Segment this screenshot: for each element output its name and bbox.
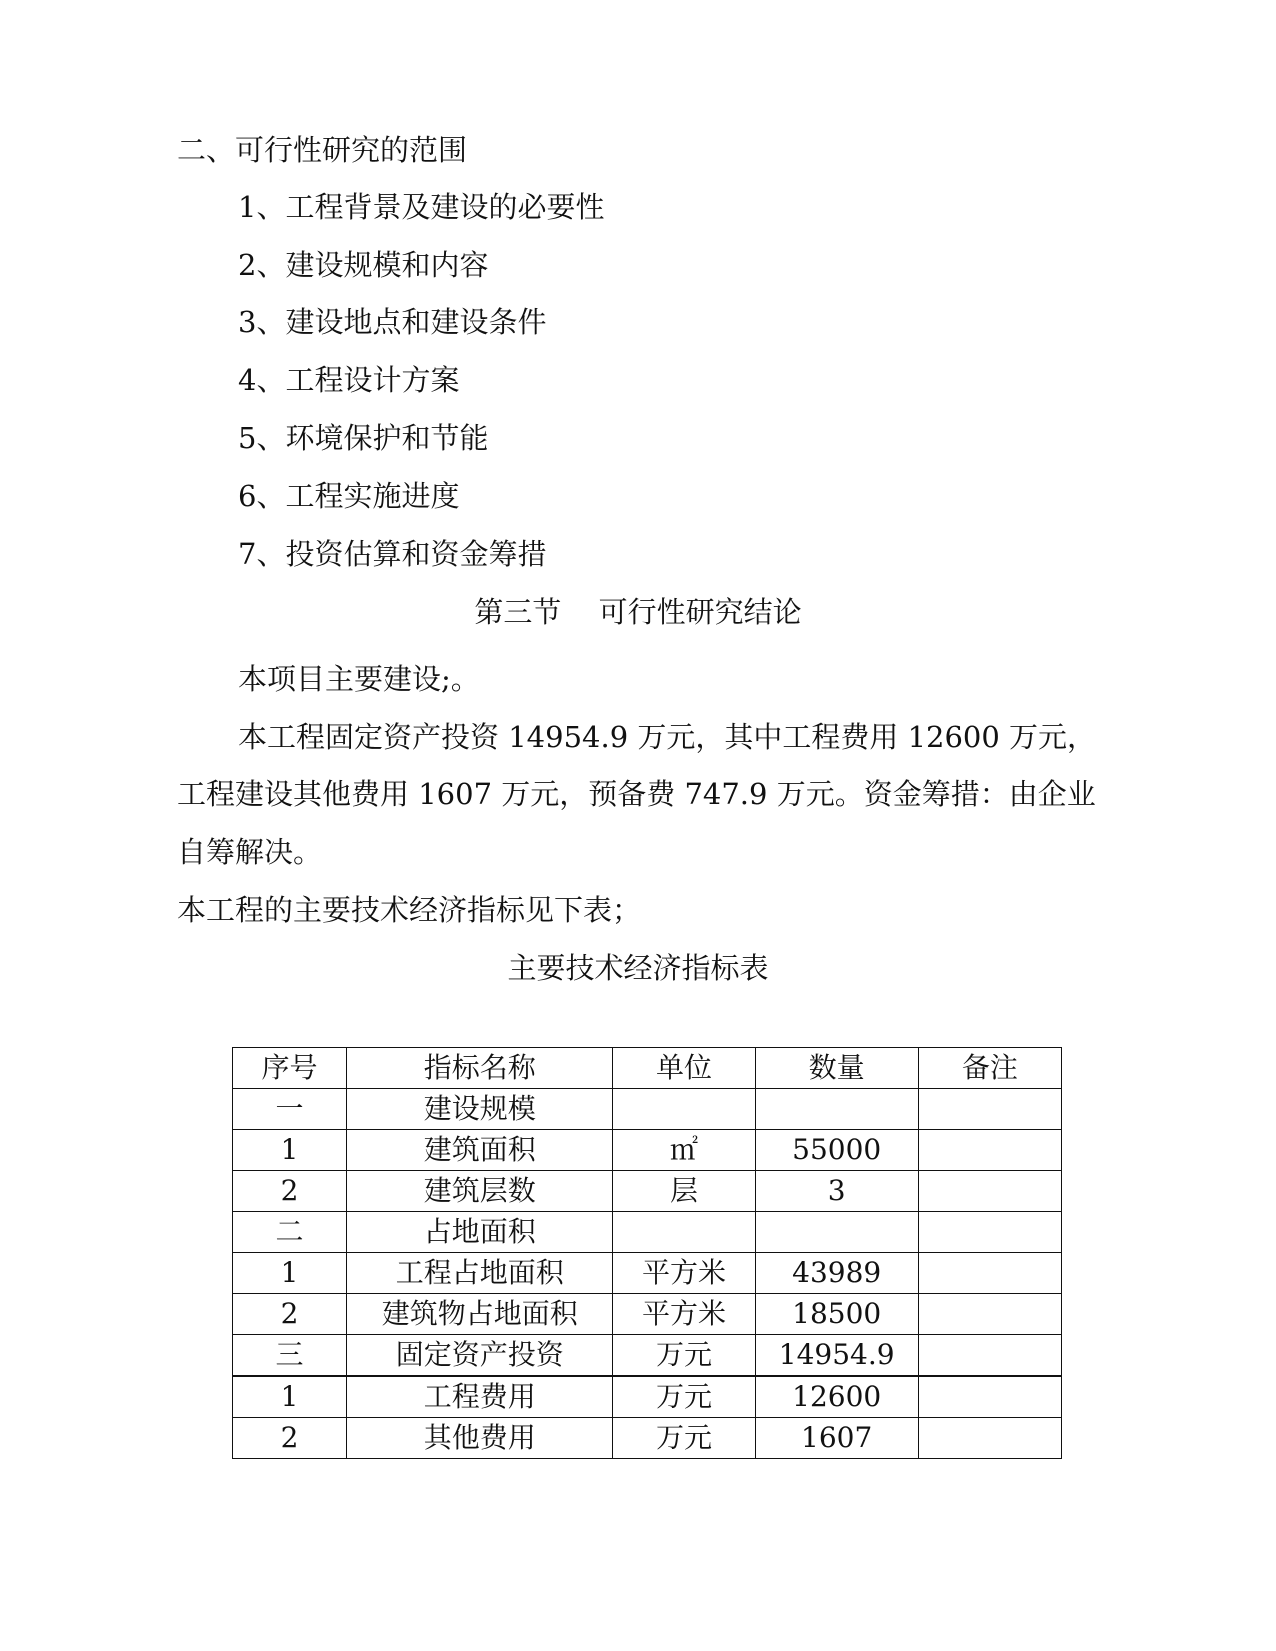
table-cell [755,1212,918,1253]
scope-item: 2、建设规模和内容 [238,248,489,282]
table-row [233,1089,1062,1130]
scope-item: 3、建设地点和建设条件 [238,305,547,339]
paragraph-investment-line: 本工程固定资产投资 14954.9 万元，其中工程费用 12600 万元， [238,720,1097,754]
table-cell: 18500 [755,1294,918,1335]
table-cell [918,1294,1061,1335]
indicators-table [232,1047,1062,1459]
table-cell: 建筑层数 [347,1171,613,1212]
table-cell: 建设规模 [347,1089,613,1130]
table-cell: 建筑面积 [347,1130,613,1171]
table-cell [613,1212,755,1253]
table-row [233,1212,1062,1253]
table-cell: 1 [233,1253,347,1294]
header-cell: 指标名称 [347,1048,613,1089]
table-cell: 万元 [613,1376,755,1418]
section-title: 第三节 可行性研究结论 [474,595,802,629]
table-cell: 12600 [755,1376,918,1418]
paragraph-investment-line: 工程建设其他费用 1607 万元，预备费 747.9 万元。资金筹措：由企业 [177,777,1096,811]
table-header-row [233,1048,1062,1089]
header-cell: 备注 [918,1048,1061,1089]
table-cell [918,1418,1061,1459]
scope-heading: 二、可行性研究的范围 [177,133,468,167]
table-cell: 工程费用 [347,1376,613,1418]
table-cell: 平方米 [613,1253,755,1294]
table-cell [613,1089,755,1130]
scope-item: 5、环境保护和节能 [238,421,489,455]
table-row [233,1253,1062,1294]
table-cell: 其他费用 [347,1418,613,1459]
table-cell: 层 [613,1171,755,1212]
paragraph-table-intro: 本工程的主要技术经济指标见下表； [177,893,642,927]
table-row [233,1376,1062,1418]
header-cell: 单位 [613,1048,755,1089]
header-cell: 数量 [755,1048,918,1089]
scope-item: 4、工程设计方案 [238,363,460,397]
table-cell: 1 [233,1130,347,1171]
table-cell: 二 [233,1212,347,1253]
paragraph-investment-line: 自筹解决。 [177,835,323,869]
table-cell [918,1130,1061,1171]
table-row [233,1294,1062,1335]
table-cell: 1 [233,1376,347,1418]
table-cell: 2 [233,1294,347,1335]
table-cell [918,1171,1061,1212]
table-row [233,1418,1062,1459]
table-cell [918,1376,1061,1418]
table-cell: 一 [233,1089,347,1130]
table-cell [918,1212,1061,1253]
table-cell: 3 [755,1171,918,1212]
scope-item: 6、工程实施进度 [238,479,460,513]
table-cell: 固定资产投资 [347,1335,613,1377]
scope-item: 7、投资估算和资金筹措 [238,537,547,571]
table-cell: 2 [233,1171,347,1212]
table-cell: ㎡ [613,1130,755,1171]
table-cell: 三 [233,1335,347,1377]
table-cell: 占地面积 [347,1212,613,1253]
table-cell [918,1253,1061,1294]
table-cell [918,1335,1061,1377]
table-cell [918,1089,1061,1130]
scope-item: 1、工程背景及建设的必要性 [238,190,605,224]
table-cell: 1607 [755,1418,918,1459]
table-cell: 建筑物占地面积 [347,1294,613,1335]
table-cell: 14954.9 [755,1335,918,1377]
table-row [233,1335,1062,1377]
table-cell: 平方米 [613,1294,755,1335]
table-row [233,1171,1062,1212]
table-cell: 工程占地面积 [347,1253,613,1294]
table-cell: 55000 [755,1130,918,1171]
table-cell: 万元 [613,1335,755,1377]
table-cell: 43989 [755,1253,918,1294]
table-cell: 2 [233,1418,347,1459]
paragraph-main-construction: 本项目主要建设;。 [238,662,480,696]
table-title: 主要技术经济指标表 [507,951,769,985]
table-cell: 万元 [613,1418,755,1459]
table-cell [755,1089,918,1130]
table-row [233,1130,1062,1171]
header-cell: 序号 [233,1048,347,1089]
